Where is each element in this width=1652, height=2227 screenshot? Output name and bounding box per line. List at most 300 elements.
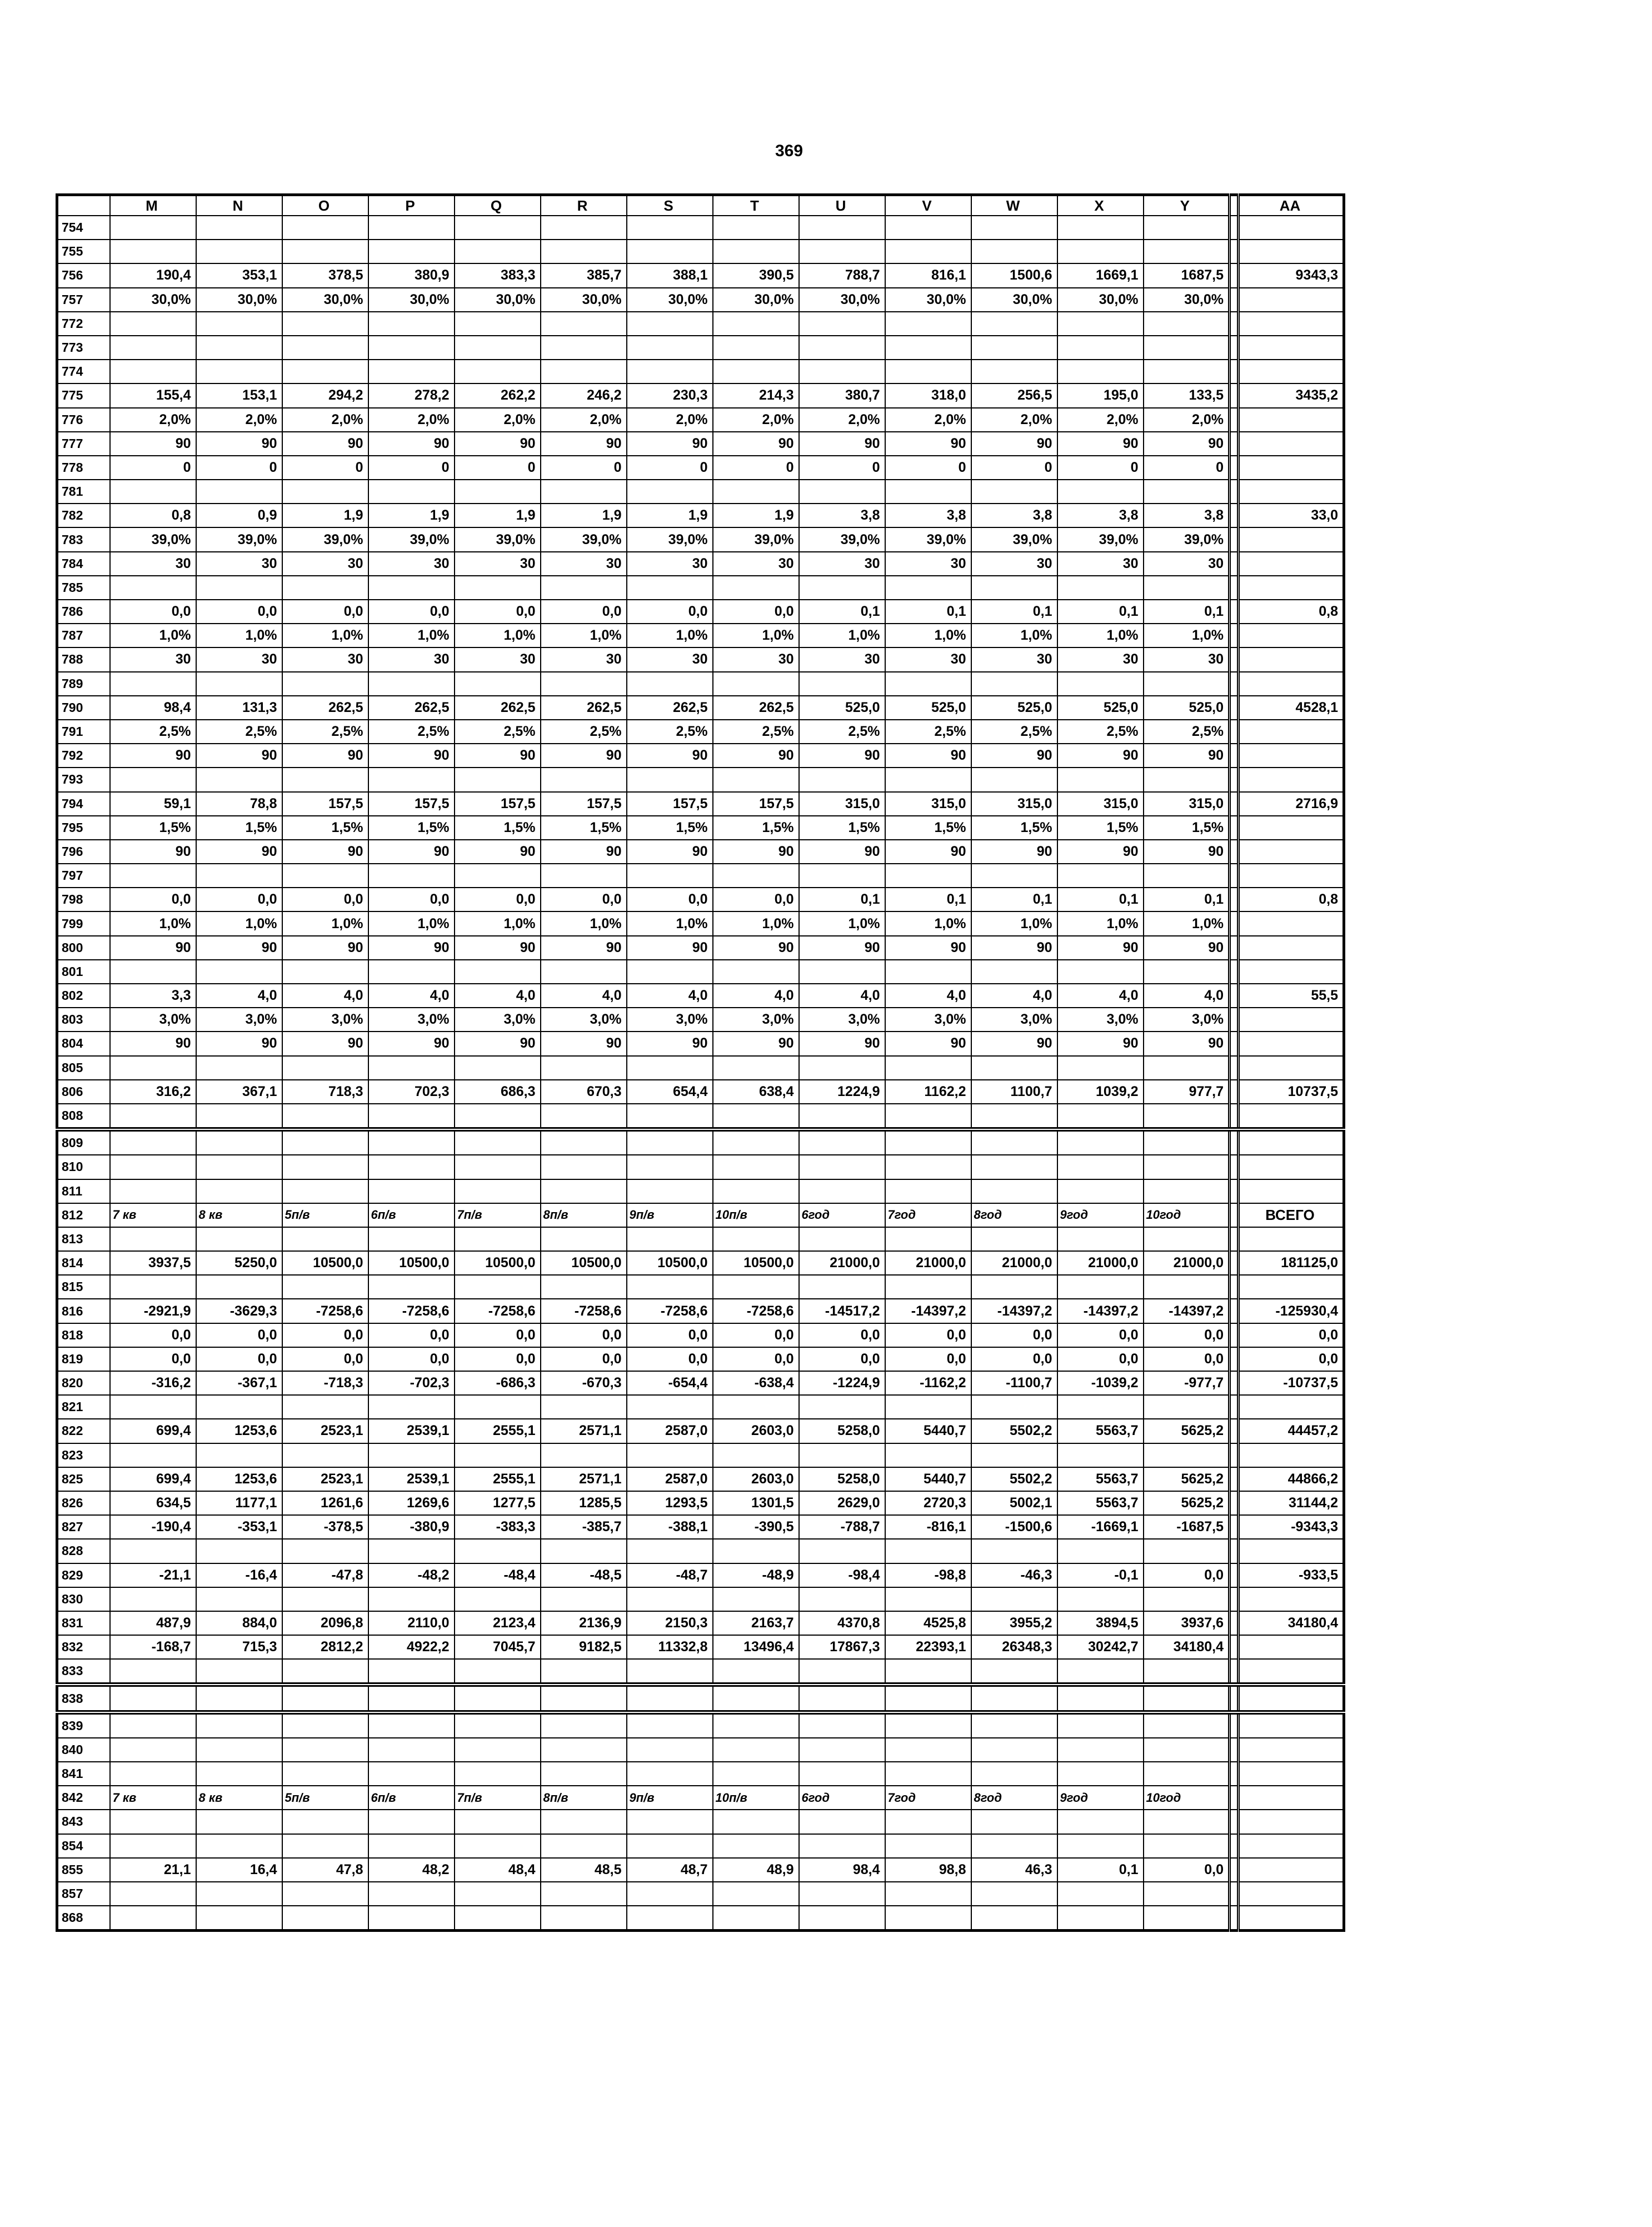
table-row [57,1659,1344,1685]
data-cell [541,312,627,336]
data-cell [196,1712,282,1738]
column-header: Y [1144,195,1230,216]
column-header: T [713,195,799,216]
row-number: 754 [57,216,110,240]
column-gap [1230,888,1239,911]
data-cell: 0 [713,456,799,480]
row-number: 788 [57,647,110,671]
data-cell [971,1834,1057,1858]
data-cell [885,240,971,263]
data-cell: 1,5% [971,816,1057,840]
row-number: 840 [57,1738,110,1762]
data-cell [368,1834,455,1858]
data-cell: 3,3 [110,984,196,1008]
data-cell [799,216,885,240]
data-cell [799,1882,885,1906]
data-cell [713,672,799,696]
data-cell: 90 [799,936,885,960]
data-cell: 30 [885,552,971,576]
data-cell: 2603,0 [713,1467,799,1491]
data-cell [196,1056,282,1080]
data-cell: 39,0% [627,527,713,551]
data-cell [282,864,368,888]
column-gap [1230,1882,1239,1906]
column-gap [1230,864,1239,888]
column-gap [1230,1227,1239,1251]
data-cell: 10500,0 [455,1251,541,1275]
data-cell [885,1129,971,1155]
data-cell [799,960,885,984]
data-cell [1239,1738,1344,1762]
data-cell: 0,0 [1239,1347,1344,1371]
data-cell [885,1882,971,1906]
data-cell [1144,1227,1230,1251]
column-gap [1230,1056,1239,1080]
data-cell [799,768,885,791]
data-cell: 30 [541,552,627,576]
data-cell: 13496,4 [713,1635,799,1659]
row-number: 757 [57,288,110,312]
data-cell [885,672,971,696]
data-cell: 3,0% [971,1008,1057,1032]
data-cell [541,1179,627,1203]
data-cell [541,1395,627,1419]
data-cell: 30,0% [110,288,196,312]
period-label-cell: 10п/в [713,1786,799,1810]
data-cell [541,1056,627,1080]
table-row [57,1080,1344,1104]
table-row [57,600,1344,624]
data-cell [282,1395,368,1419]
table-row [57,1395,1344,1419]
data-cell: 30 [282,552,368,576]
data-cell: 39,0% [799,527,885,551]
row-number: 827 [57,1515,110,1539]
data-cell [1144,1659,1230,1685]
data-cell: 39,0% [541,527,627,551]
data-cell [1239,288,1344,312]
data-cell: -933,5 [1239,1563,1344,1587]
data-cell: 90 [110,840,196,864]
period-label-cell: 9п/в [627,1203,713,1227]
data-cell: 2096,8 [282,1611,368,1635]
data-cell [368,1155,455,1179]
data-cell: 0,9 [196,504,282,527]
data-cell: 2,0% [368,408,455,432]
row-number: 776 [57,408,110,432]
data-cell [1057,1395,1144,1419]
data-cell [368,960,455,984]
data-cell [799,672,885,696]
data-cell [110,1155,196,1179]
data-cell [1144,1104,1230,1129]
data-cell: -14517,2 [799,1299,885,1323]
data-cell: 90 [885,840,971,864]
data-cell: 30 [799,552,885,576]
data-cell: -702,3 [368,1371,455,1395]
data-cell: 3894,5 [1057,1611,1144,1635]
data-cell [1144,312,1230,336]
data-cell: 2163,7 [713,1611,799,1635]
data-cell [541,1539,627,1563]
data-cell [455,1539,541,1563]
data-cell: -1500,6 [971,1515,1057,1539]
data-cell: 17867,3 [799,1635,885,1659]
data-cell [368,1882,455,1906]
data-cell: 10737,5 [1239,1080,1344,1104]
data-cell [627,1762,713,1786]
data-cell [885,864,971,888]
data-cell: 1100,7 [971,1080,1057,1104]
data-cell: 90 [368,936,455,960]
data-cell [282,1275,368,1299]
data-cell [282,1882,368,1906]
data-cell [1057,1275,1144,1299]
row-number: 799 [57,911,110,935]
data-cell: -48,4 [455,1563,541,1587]
data-cell [885,1227,971,1251]
data-cell: 90 [627,840,713,864]
column-gap [1230,504,1239,527]
data-cell: 3937,5 [110,1251,196,1275]
data-cell: 0,0 [541,1323,627,1347]
data-cell [110,312,196,336]
data-cell [971,1712,1057,1738]
data-cell [627,480,713,504]
data-cell: 30 [799,647,885,671]
data-cell [1057,1155,1144,1179]
data-cell: -190,4 [110,1515,196,1539]
data-cell: 90 [627,1032,713,1055]
data-cell [1057,768,1144,791]
data-cell [1144,1882,1230,1906]
table-row [57,1467,1344,1491]
period-label-cell: 7 кв [110,1203,196,1227]
data-cell [1057,1906,1144,1931]
data-cell [1144,360,1230,383]
data-cell: 1177,1 [196,1491,282,1515]
data-cell: 2,0% [799,408,885,432]
data-cell: 1,0% [368,911,455,935]
column-gap [1230,1275,1239,1299]
data-cell [455,864,541,888]
table-row [57,768,1344,791]
data-cell: 1,0% [885,911,971,935]
data-cell: 0,0 [110,1323,196,1347]
data-cell: 44866,2 [1239,1467,1344,1491]
data-cell: 0 [455,456,541,480]
row-number: 868 [57,1906,110,1931]
data-cell [1239,1659,1344,1685]
data-cell: 39,0% [368,527,455,551]
table-row [57,744,1344,768]
data-cell [541,864,627,888]
data-cell [713,768,799,791]
data-cell: 353,1 [196,263,282,287]
data-cell: 90 [1144,744,1230,768]
data-cell: 33,0 [1239,504,1344,527]
data-cell: 30 [196,647,282,671]
data-cell: 2523,1 [282,1467,368,1491]
row-number: 813 [57,1227,110,1251]
corner-cell [57,195,110,216]
data-cell: 4,0 [627,984,713,1008]
data-cell: 0,0 [799,1347,885,1371]
data-cell [713,1834,799,1858]
data-cell: 0,0 [627,1323,713,1347]
data-cell [971,768,1057,791]
data-cell: 90 [1144,1032,1230,1055]
data-cell [627,1443,713,1467]
data-cell: 0,0 [282,600,368,624]
table-row [57,1635,1344,1659]
data-cell [1057,1810,1144,1834]
data-cell: 3,0% [799,1008,885,1032]
data-cell: 3,0% [282,1008,368,1032]
data-cell: 90 [971,936,1057,960]
data-cell [541,1738,627,1762]
data-cell [196,480,282,504]
data-cell: 525,0 [1057,696,1144,720]
data-cell [1239,1762,1344,1786]
data-cell [368,240,455,263]
data-cell [1239,336,1344,360]
data-cell: 190,4 [110,263,196,287]
data-cell: 0,0 [196,600,282,624]
data-cell [713,240,799,263]
data-cell [713,1882,799,1906]
data-cell [368,864,455,888]
data-cell: 30,0% [627,288,713,312]
data-cell [799,1539,885,1563]
data-cell: 30 [368,552,455,576]
row-number: 811 [57,1179,110,1203]
data-cell: 3,0% [455,1008,541,1032]
data-cell: 30242,7 [1057,1635,1144,1659]
data-cell [713,336,799,360]
data-cell [627,1810,713,1834]
data-cell: 367,1 [196,1080,282,1104]
table-row [57,1906,1344,1931]
data-cell: 1,0% [541,911,627,935]
data-cell: 1,0% [799,624,885,647]
data-cell [541,1275,627,1299]
table-row [57,1738,1344,1762]
data-cell [627,1659,713,1685]
data-cell: 0 [1144,456,1230,480]
data-cell: 1,5% [627,816,713,840]
period-label-cell: 8п/в [541,1203,627,1227]
data-cell: 262,5 [368,696,455,720]
data-cell: 5258,0 [799,1467,885,1491]
data-cell [541,672,627,696]
data-cell: -14397,2 [1057,1299,1144,1323]
data-cell: 90 [885,936,971,960]
row-number: 789 [57,672,110,696]
data-cell: 21000,0 [1144,1251,1230,1275]
data-cell: 30 [196,552,282,576]
data-cell [110,1587,196,1611]
data-cell [110,1443,196,1467]
data-cell: 0,8 [1239,600,1344,624]
data-cell: 884,0 [196,1611,282,1635]
data-cell: 90 [799,840,885,864]
data-cell: 0,0 [1239,1323,1344,1347]
data-cell [541,480,627,504]
data-cell: 1,5% [541,816,627,840]
row-number: 831 [57,1611,110,1635]
column-gap [1230,1539,1239,1563]
data-cell: 0,0 [368,600,455,624]
data-cell [1144,1539,1230,1563]
row-number: 820 [57,1371,110,1395]
data-cell: -383,3 [455,1515,541,1539]
data-cell: 316,2 [110,1080,196,1104]
data-cell: 0,0 [885,1347,971,1371]
data-cell: 90 [713,432,799,456]
data-cell: 294,2 [282,383,368,407]
data-cell: 4,0 [455,984,541,1008]
data-cell: 4528,1 [1239,696,1344,720]
data-cell [1144,216,1230,240]
data-cell: 90 [713,936,799,960]
data-cell [971,336,1057,360]
data-cell: 1,5% [110,816,196,840]
data-cell: 5258,0 [799,1419,885,1443]
data-cell: 157,5 [282,792,368,816]
data-cell: 1,5% [885,816,971,840]
data-cell: 157,5 [541,792,627,816]
table-row [57,1299,1344,1323]
row-number: 803 [57,1008,110,1032]
data-cell: 90 [282,1032,368,1055]
data-cell [1239,432,1344,456]
data-cell: 90 [713,1032,799,1055]
data-cell [110,240,196,263]
data-cell [455,1834,541,1858]
data-cell [627,1685,713,1712]
data-cell: 246,2 [541,383,627,407]
table-row [57,336,1344,360]
column-gap [1230,1611,1239,1635]
data-cell: -686,3 [455,1371,541,1395]
period-label-cell: 5п/в [282,1786,368,1810]
data-cell [282,1056,368,1080]
data-cell [713,1712,799,1738]
data-cell [971,960,1057,984]
data-cell: 30,0% [799,288,885,312]
data-cell: 90 [1144,936,1230,960]
data-cell [971,1762,1057,1786]
data-cell [971,1810,1057,1834]
data-cell [1239,720,1344,744]
row-number: 793 [57,768,110,791]
row-number: 784 [57,552,110,576]
data-cell: 90 [1057,432,1144,456]
data-cell: 1,0% [455,624,541,647]
data-cell: 98,4 [799,1858,885,1882]
data-cell [1239,1104,1344,1129]
data-cell: 0 [885,456,971,480]
data-cell [885,336,971,360]
period-label-cell: 6год [799,1786,885,1810]
table-row [57,1129,1344,1155]
data-cell [885,1659,971,1685]
data-cell [1239,624,1344,647]
data-cell [1144,1738,1230,1762]
data-cell: 1261,6 [282,1491,368,1515]
data-cell: 0,0 [541,1347,627,1371]
data-cell: 30 [282,647,368,671]
data-cell: 1,9 [541,504,627,527]
data-cell [455,1738,541,1762]
data-cell: 0,0 [196,1323,282,1347]
data-cell: 2150,3 [627,1611,713,1635]
data-cell: 0,0 [541,600,627,624]
data-cell [368,1539,455,1563]
data-cell: 39,0% [971,527,1057,551]
column-gap [1230,624,1239,647]
column-header: P [368,195,455,216]
data-cell [541,1129,627,1155]
period-label-cell: 7год [885,1786,971,1810]
column-gap [1230,527,1239,551]
data-cell: 90 [110,432,196,456]
data-cell: 2,0% [971,408,1057,432]
data-cell [713,1443,799,1467]
data-cell [1239,480,1344,504]
data-cell [455,216,541,240]
column-gap [1230,1395,1239,1419]
data-cell: 34180,4 [1144,1635,1230,1659]
column-header: N [196,195,282,216]
data-cell: -46,3 [971,1563,1057,1587]
data-cell [713,1906,799,1931]
data-cell [282,336,368,360]
data-cell: 2,0% [196,408,282,432]
table-row [57,1056,1344,1080]
data-cell: 3,0% [885,1008,971,1032]
data-cell [455,1906,541,1931]
data-cell [1239,1008,1344,1032]
data-cell: 31144,2 [1239,1491,1344,1515]
data-cell [455,240,541,263]
data-cell [885,1443,971,1467]
row-number: 826 [57,1491,110,1515]
data-cell: 0 [627,456,713,480]
data-cell: 2,5% [627,720,713,744]
data-cell [455,1104,541,1129]
period-label-cell: 8п/в [541,1786,627,1810]
data-cell [196,1834,282,1858]
column-gap [1230,1858,1239,1882]
data-cell [1239,672,1344,696]
data-cell: 0,0 [455,888,541,911]
column-gap [1230,456,1239,480]
data-cell [110,1179,196,1203]
data-cell [368,1659,455,1685]
data-cell [196,768,282,791]
data-cell: -390,5 [713,1515,799,1539]
data-cell: 5002,1 [971,1491,1057,1515]
row-number: 806 [57,1080,110,1104]
data-cell: 388,1 [627,263,713,287]
data-cell [1057,1443,1144,1467]
data-cell [799,312,885,336]
data-cell: 59,1 [110,792,196,816]
data-cell: 262,2 [455,383,541,407]
data-cell: 47,8 [282,1858,368,1882]
